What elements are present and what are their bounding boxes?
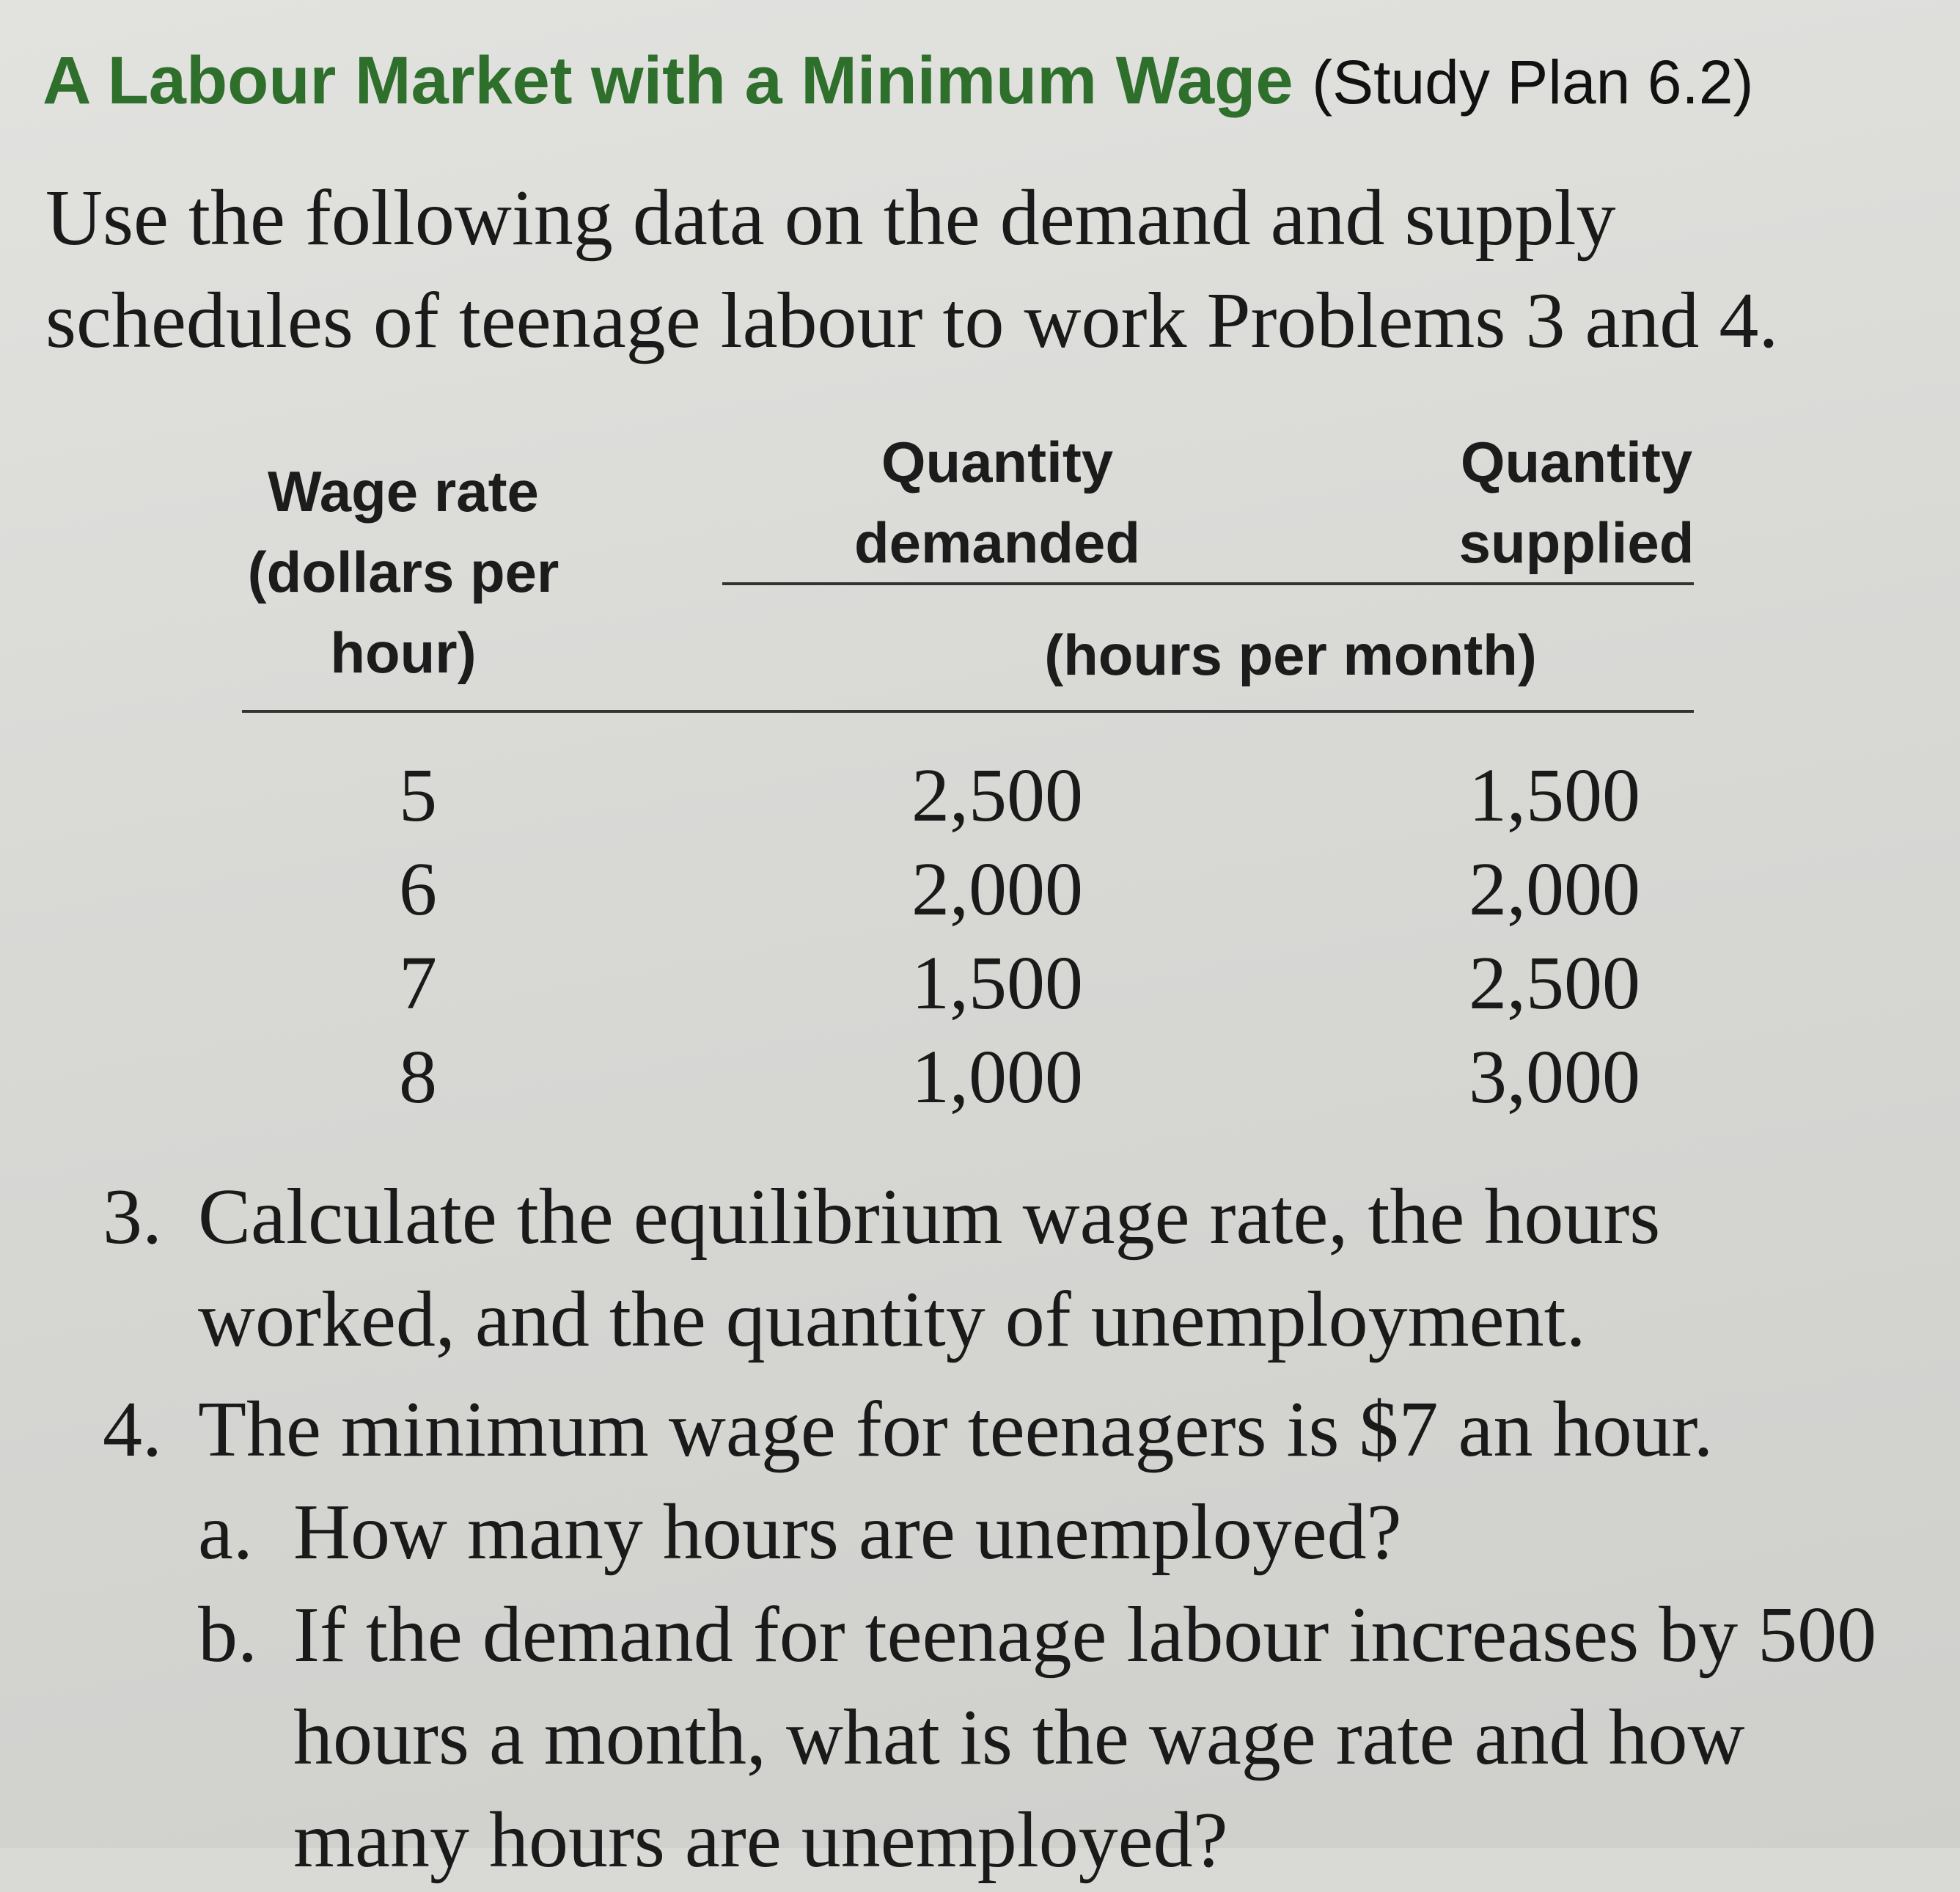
- table-cell-demanded: 2,500: [911, 753, 1083, 837]
- study-plan-reference: (Study Plan 6.2): [1312, 48, 1754, 117]
- table-cell-wage: 6: [399, 847, 437, 931]
- table-cell-wage: 7: [399, 941, 437, 1025]
- problem-4a-label: a.: [198, 1489, 253, 1576]
- problem-4a-text: How many hours are unemployed?: [293, 1489, 1402, 1576]
- table-cell-supplied: 3,000: [1469, 1035, 1640, 1119]
- heading-title: A Labour Market with a Minimum Wage: [43, 43, 1293, 118]
- table-cell-supplied: 1,500: [1469, 753, 1640, 837]
- header-units: (hours per month): [1044, 623, 1537, 687]
- problem-4-number: 4.: [103, 1386, 162, 1473]
- header-quantity-demanded: Quantity demanded: [854, 430, 1141, 575]
- problem-3-number: 3.: [103, 1173, 162, 1261]
- header-divider: [722, 582, 1694, 585]
- header-quantity-supplied: Quantity supplied: [1458, 430, 1695, 575]
- problem-4b-label: b.: [198, 1591, 257, 1679]
- table-cell-wage: 5: [399, 753, 437, 837]
- table-cell-demanded: 1,500: [911, 941, 1083, 1025]
- problem-4b-text: If the demand for teenage labour increases by 500 hours a month, what is the wage rate and how many hours are unemployed?: [293, 1591, 1877, 1884]
- problem-4-text: The minimum wage for teenagers is $7 an hour.: [198, 1386, 1714, 1473]
- header-wage-rate: Wage rate (dollars per hour): [247, 459, 559, 685]
- table-cell-supplied: 2,000: [1469, 847, 1640, 931]
- section-heading: [43, 44, 1753, 118]
- problem-3-text: Calculate the equilibrium wage rate, the hours worked, and the quantity of unemployment.: [198, 1173, 1661, 1363]
- table-cell-demanded: 2,000: [911, 847, 1083, 931]
- table-cell-wage: 8: [399, 1035, 437, 1119]
- table-cell-demanded: 1,000: [911, 1035, 1083, 1119]
- table-cell-supplied: 2,500: [1469, 941, 1640, 1025]
- intro-paragraph: Use the following data on the demand and supply schedules of teenage labour to work Problems 3 and 4.: [45, 175, 1779, 364]
- table-divider: [242, 710, 1694, 713]
